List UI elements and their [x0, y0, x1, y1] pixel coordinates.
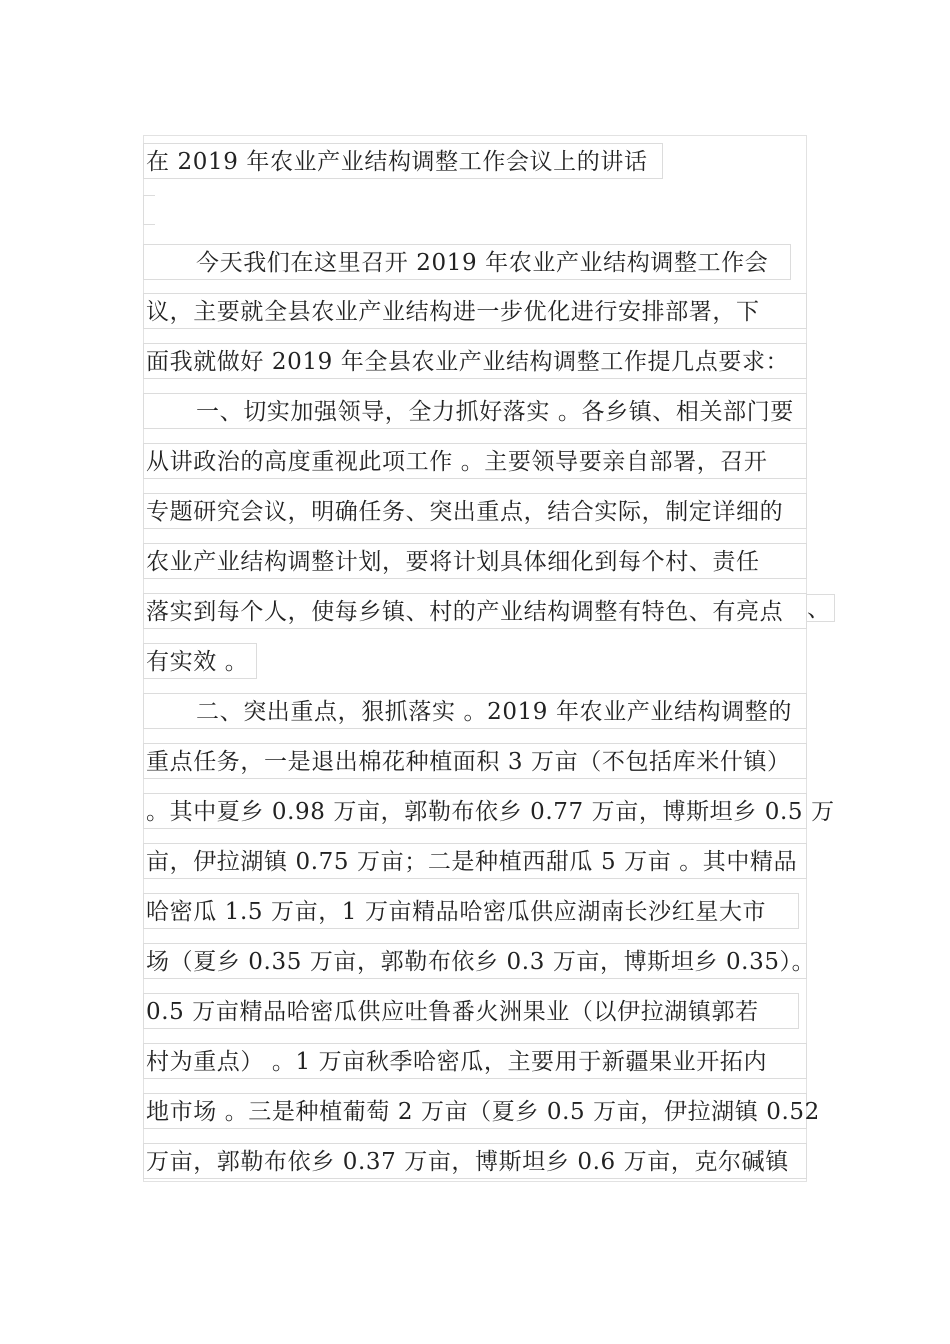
text-line-17: 村为重点） 。1 万亩秋季哈密瓜，主要用于新疆果业开拓内 — [143, 1043, 807, 1079]
text-line-4: 一、切实加强领导，全力抓好落实 。各乡镇、相关部门要 — [143, 393, 807, 429]
text-line-9: 有实效 。 — [143, 643, 257, 679]
text-line-1: 今天我们在这里召开 2019 年农业产业结构调整工作会 — [143, 244, 791, 280]
text-line-19: 万亩，郭勒布依乡 0.37 万亩，博斯坦乡 0.6 万亩，克尔碱镇 — [143, 1143, 807, 1179]
text-line-10: 二、突出重点，狠抓落实 。2019 年农业产业结构调整的 — [143, 693, 807, 729]
text-line-18: 地市场 。三是种植葡萄 2 万亩（夏乡 0.5 万亩，伊拉湖镇 0.52 — [143, 1093, 807, 1129]
text-line-12: 。其中夏乡 0.98 万亩，郭勒布依乡 0.77 万亩，博斯坦乡 0.5 万 — [143, 793, 807, 829]
stray-punctuation: 、 — [807, 594, 835, 622]
text-line-11: 重点任务，一是退出棉花种植面积 3 万亩（不包括库米什镇） — [143, 743, 807, 779]
text-line-8: 落实到每个人，使每乡镇、村的产业结构调整有特色、有亮点 — [143, 593, 807, 629]
text-line-2: 议，主要就全县农业产业结构进一步优化进行安排部署，下 — [143, 293, 807, 329]
document-title: 在 2019 年农业产业结构调整工作会议上的讲话 — [143, 143, 663, 179]
text-line-7: 农业产业结构调整计划，要将计划具体细化到每个村、责任 — [143, 543, 807, 579]
text-line-14: 哈密瓜 1.5 万亩，1 万亩精品哈密瓜供应湖南长沙红星大市 — [143, 893, 799, 929]
text-line-3: 面我就做好 2019 年全县农业产业结构调整工作提几点要求： — [143, 343, 807, 379]
empty-line — [143, 195, 155, 225]
text-line-6: 专题研究会议，明确任务、突出重点，结合实际，制定详细的 — [143, 493, 807, 529]
text-line-13: 亩，伊拉湖镇 0.75 万亩；二是种植西甜瓜 5 万亩 。其中精品 — [143, 843, 807, 879]
text-line-5: 从讲政治的高度重视此项工作 。主要领导要亲自部署，召开 — [143, 443, 807, 479]
text-line-16: 0.5 万亩精品哈密瓜供应吐鲁番火洲果业（以伊拉湖镇郭若 — [143, 993, 799, 1029]
text-line-15: 场（夏乡 0.35 万亩，郭勒布依乡 0.3 万亩，博斯坦乡 0.35）。 — [143, 943, 807, 979]
